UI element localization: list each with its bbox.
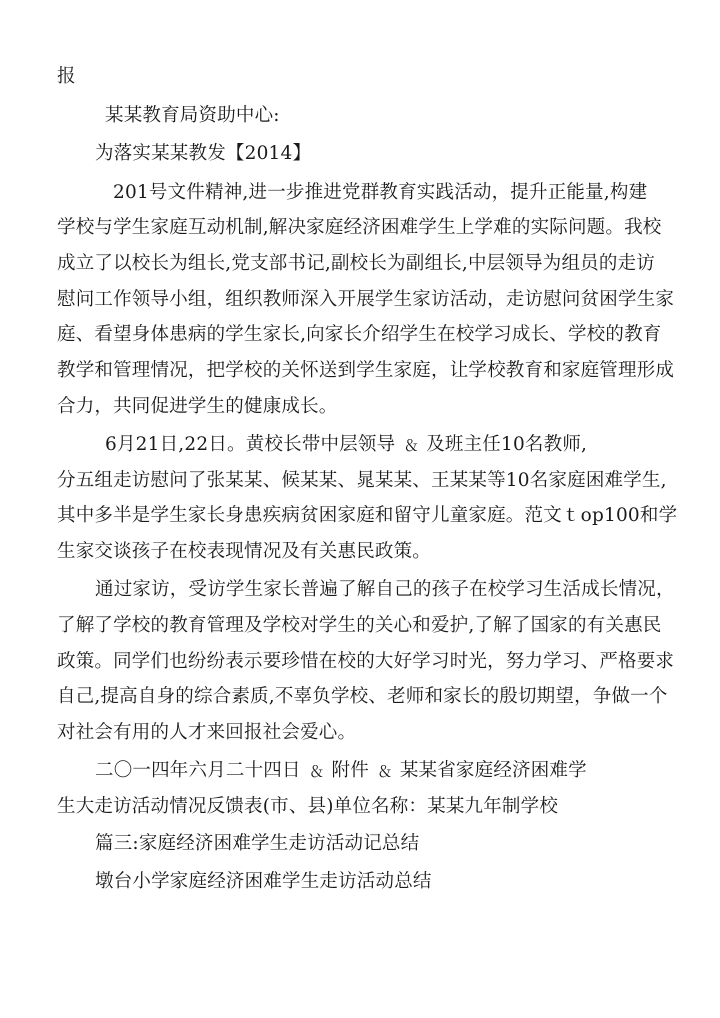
text-line: 教学和管理情况，把学校的关怀送到学生家庭，让学校教育和家庭管理形成 bbox=[57, 360, 675, 381]
text-line: 自己,提高自身的综合素质,不辜负学校、老师和家长的殷切期望，争做一个 bbox=[57, 686, 668, 707]
text-line: 报 bbox=[57, 66, 76, 87]
text-line: 成立了以校长为组长,党支部书记,副校长为副组长,中层领导为组员的走访 bbox=[57, 253, 655, 274]
text-line: 其中多半是学生家长身患疾病贫困家庭和留守儿童家庭。范文ｔop100和学 bbox=[57, 505, 678, 526]
text-line: 通过家访，受访学生家长普遍了解自己的孩子在校学习生活成长情况， bbox=[95, 579, 675, 600]
text-line: 生大走访活动情况反馈表(市、县)单位名称：某某九年制学校 bbox=[57, 796, 559, 817]
text-line: 了解了学校的教育管理及学校对学生的关心和爱护,了解了国家的有关惠民 bbox=[57, 615, 662, 636]
text-line: 生家交谈孩子在校表现情况及有关惠民政策。 bbox=[57, 541, 432, 562]
text-line: 对社会有用的人才来回报社会爱心。 bbox=[57, 722, 357, 743]
text-line: 分五组走访慰问了张某某、候某某、晁某某、王某某等10名家庭困难学生, bbox=[57, 470, 667, 491]
text-line: 为落实某某教发【2014】 bbox=[95, 143, 312, 164]
text-line: 某某教育局资助中心: bbox=[105, 105, 280, 126]
text-line: 学校与学生家庭互动机制,解决家庭经济困难学生上学难的实际问题。我校 bbox=[57, 217, 662, 238]
text-line: 合力，共同促进学生的健康成长。 bbox=[57, 396, 338, 417]
text-line: 墩台小学家庭经济困难学生走访活动总结 bbox=[95, 871, 432, 892]
text-line: 篇三:家庭经济困难学生走访活动记总结 bbox=[95, 833, 420, 854]
text-line: 政策。同学们也纷纷表示要珍惜在校的大好学习时光，努力学习、严格要求 bbox=[57, 651, 675, 672]
text-line: 庭、看望身体患病的学生家长,向家长介绍学生在校学习成长、学校的教育 bbox=[57, 324, 662, 345]
text-line: 201号文件精神,进一步推进党群教育实践活动，提升正能量,构建 bbox=[113, 182, 648, 203]
text-line: 6月21日,22日。黄校长带中层领导 ﹠ 及班主任10名教师, bbox=[105, 434, 588, 455]
text-line: 二〇一四年六月二十四日 ﹠ 附件 ﹠ 某某省家庭经济困难学 bbox=[95, 760, 587, 781]
text-line: 慰问工作领导小组，组织教师深入开展学生家访活动，走访慰问贫困学生家 bbox=[57, 289, 675, 310]
